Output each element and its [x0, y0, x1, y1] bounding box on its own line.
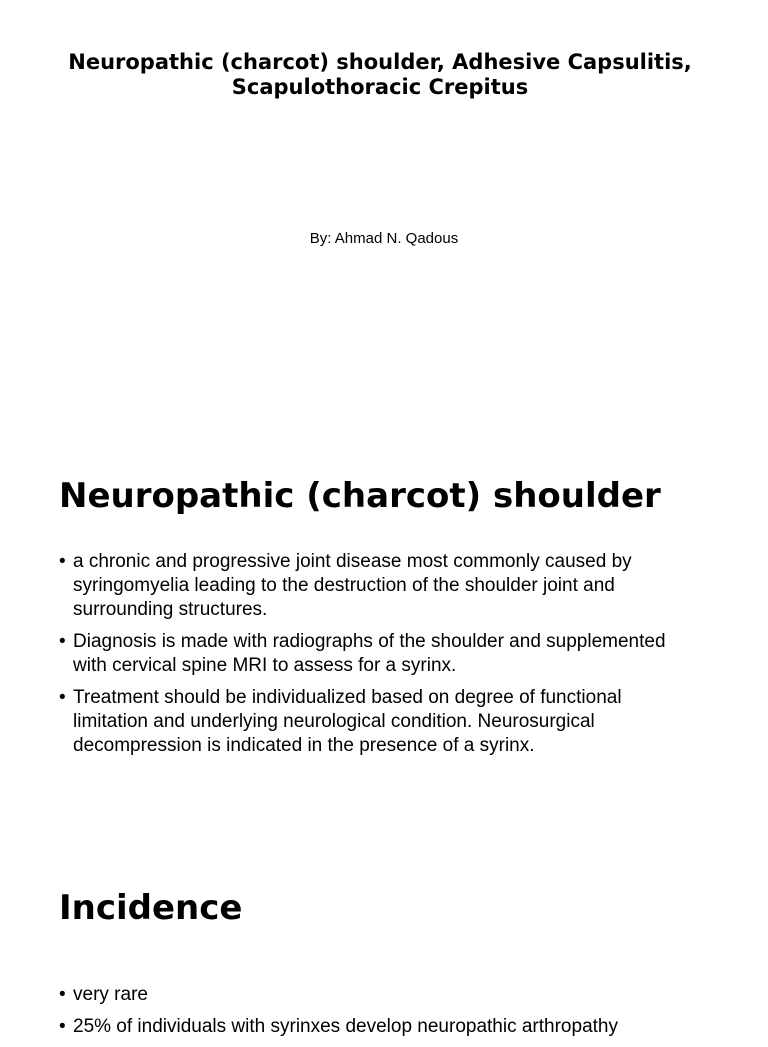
bullet-text: Diagnosis is made with radiographs of the shoulder and supplemented with cervical spine MRI to assess for a syrinx.	[73, 631, 666, 676]
bullet-dot: •	[59, 551, 66, 572]
slide-heading: Incidence	[59, 888, 243, 928]
bullet-list	[59, 983, 699, 1047]
bullet-text: Treatment should be individualized based on degree of functional limitation and underlying neurological condition. Neurosurgical decompression is indicated in the presence of a syrinx.	[73, 687, 622, 756]
bullet-dot: •	[59, 984, 66, 1005]
slide-neuropathic-shoulder	[0, 432, 768, 844]
bullet-item	[59, 1015, 699, 1039]
bullet-item	[59, 630, 699, 678]
bullet-text: a chronic and progressive joint disease most commonly caused by syringomyelia leading to the destruction of the shoulder joint and surrounding structures.	[73, 551, 632, 620]
presentation-title: Neuropathic (charcot) shoulder, Adhesive Capsulitis, Scapulothoracic Crepitus	[68, 50, 692, 99]
bullet-text: 25% of individuals with syrinxes develop neuropathic arthropathy	[73, 1016, 618, 1037]
slide-incidence	[0, 844, 768, 1037]
bullet-dot: •	[59, 631, 66, 652]
bullet-dot: •	[59, 687, 66, 708]
bullet-item	[59, 550, 699, 622]
bullet-item	[59, 983, 699, 1007]
bullet-list	[59, 550, 699, 766]
bullet-item	[59, 686, 699, 758]
bullet-dot: •	[59, 1016, 66, 1037]
bullet-text: very rare	[73, 984, 148, 1005]
title-slide	[0, 0, 768, 432]
slide-heading: Neuropathic (charcot) shoulder	[59, 476, 661, 516]
author-byline: By: Ahmad N. Qadous	[309, 230, 459, 247]
